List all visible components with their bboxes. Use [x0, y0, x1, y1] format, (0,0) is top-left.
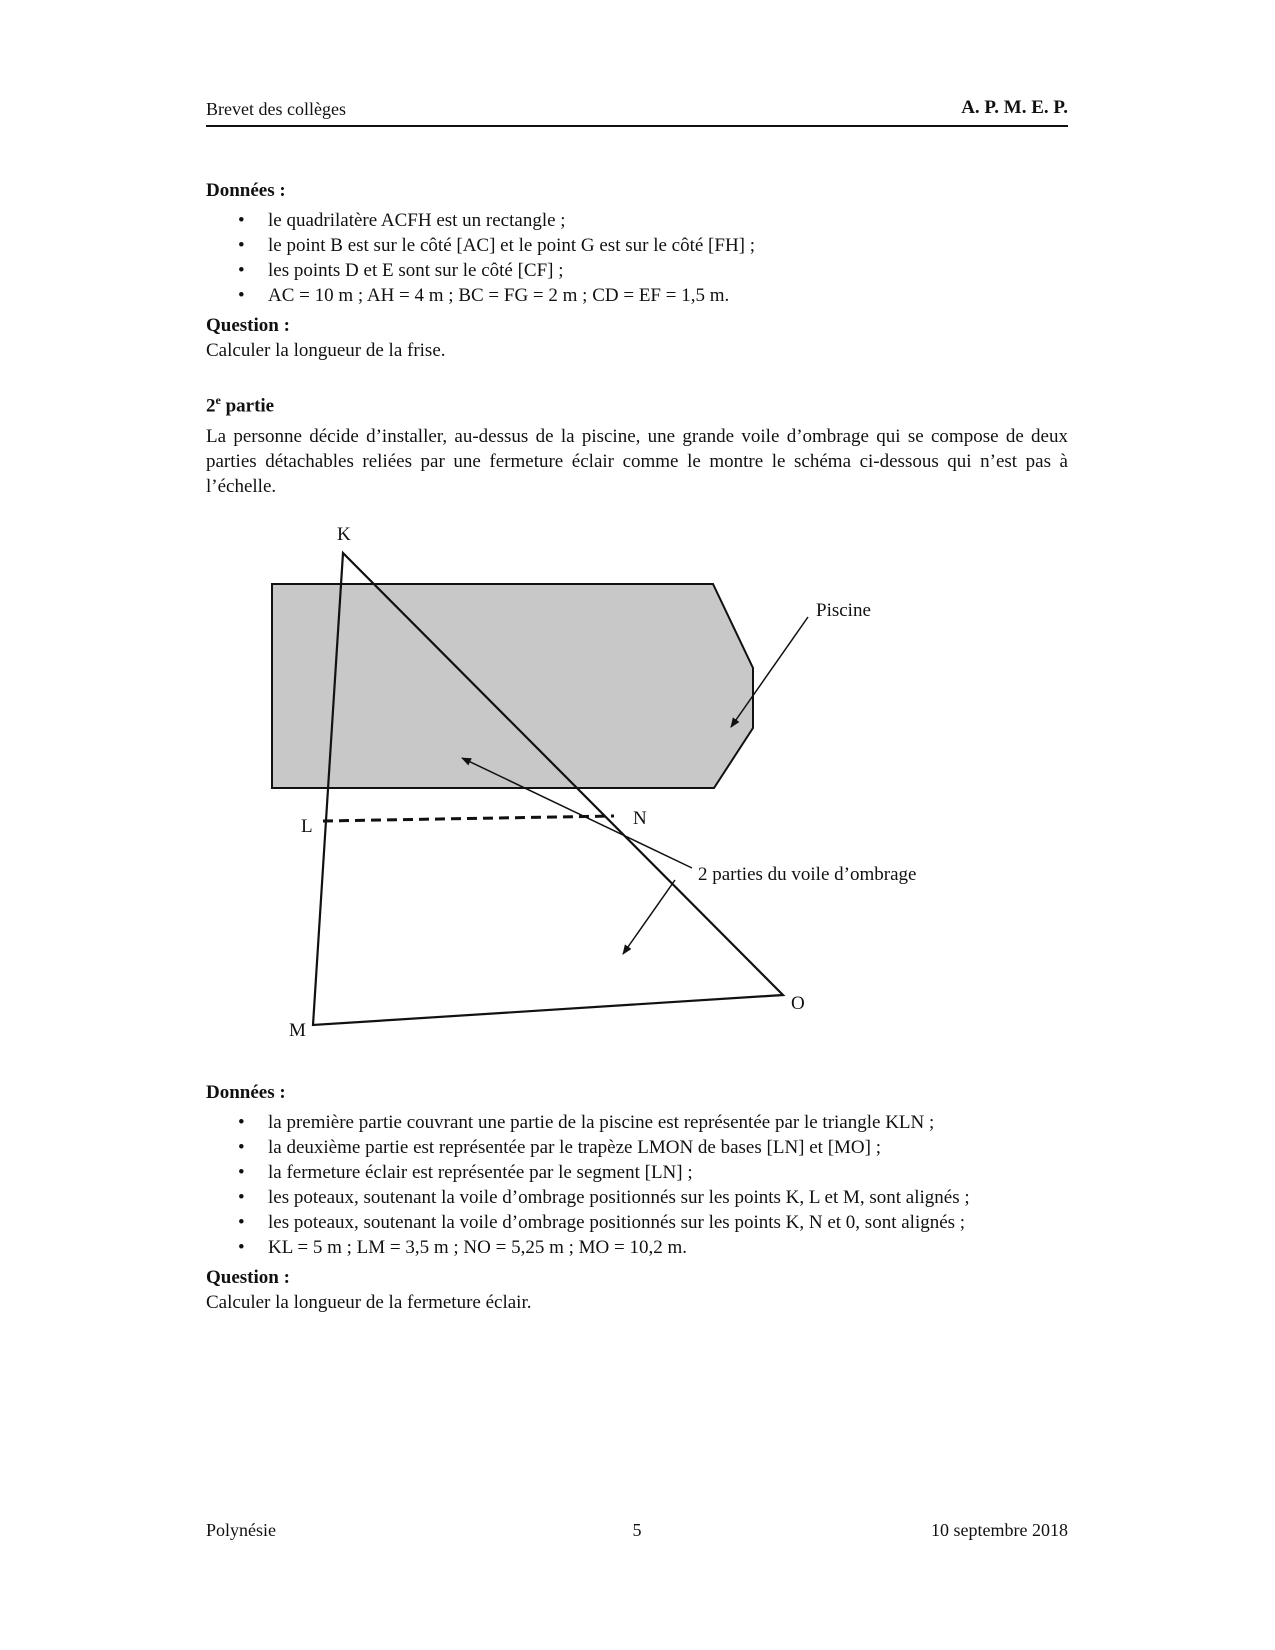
header-exam-title: Brevet des collèges	[206, 99, 346, 119]
part2-question-label: Question :	[206, 1267, 290, 1288]
zipper-segment-ln	[323, 816, 614, 821]
part1-question-label: Question :	[206, 315, 290, 336]
part2-question-text: Calculer la longueur de la fermeture éclair.	[206, 1292, 532, 1313]
footer-date: 10 septembre 2018	[931, 1520, 1068, 1540]
part2-title: 2e partie	[206, 393, 275, 417]
label-n: N	[633, 808, 647, 829]
pool-shape	[272, 584, 753, 788]
annotation-pool: Piscine	[816, 600, 871, 621]
label-l: L	[301, 816, 313, 837]
part2-intro: La personne décide d’installer, au-dessus de la piscine, une grande voile d’ombrage qui se compose de deux parties détachables reliées par une fermeture éclair comme le montre le schéma ci-dessous qui n’est pas à l’échelle.	[206, 426, 1068, 498]
arrow-sail-2	[623, 880, 675, 954]
list-item: • la deuxième partie est représentée par le trapèze LMON de bases [LN] et [MO] ;	[206, 1135, 1068, 1160]
part1-donnees	[206, 178, 1068, 363]
label-k: K	[337, 524, 351, 545]
list-item: • les poteaux, soutenant la voile d’ombrage positionnés sur les points K, N et 0, sont alignés ;	[206, 1210, 1068, 1235]
part2-intro-block	[206, 388, 1068, 499]
part2-donnees-label: Données :	[206, 1082, 286, 1103]
list-item: • le quadrilatère ACFH est un rectangle ;	[206, 208, 1068, 233]
part1-donnees-label: Données :	[206, 180, 286, 201]
header-apmep: A. P. M. E. P.	[961, 97, 1068, 118]
footer-location: Polynésie	[206, 1520, 276, 1540]
list-item: • la première partie couvrant une partie de la piscine est représentée par le triangle KLN ;	[206, 1110, 1068, 1135]
list-item: • les poteaux, soutenant la voile d’ombrage positionnés sur les points K, L et M, sont alignés ;	[206, 1185, 1068, 1210]
list-item: • KL = 5 m ; LM = 3,5 m ; NO = 5,25 m ; MO = 10,2 m.	[206, 1235, 1068, 1260]
part1-items	[206, 208, 1068, 308]
label-o: O	[791, 993, 805, 1014]
part2-items	[206, 1110, 1068, 1260]
list-item: • la fermeture éclair est représentée par le segment [LN] ;	[206, 1160, 1068, 1185]
list-item: • AC = 10 m ; AH = 4 m ; BC = FG = 2 m ; CD = EF = 1,5 m.	[206, 283, 1068, 308]
annotation-sail: 2 parties du voile d’ombrage	[698, 864, 917, 885]
list-item: • les points D et E sont sur le côté [CF] ;	[206, 258, 1068, 283]
sail-figure	[0, 500, 1275, 1060]
label-m: M	[289, 1020, 306, 1041]
part2-donnees	[206, 1080, 1068, 1315]
page-header	[206, 99, 1068, 127]
footer-page-number: 5	[632, 1520, 642, 1540]
part1-question-text: Calculer la longueur de la frise.	[206, 340, 446, 361]
list-item: • le point B est sur le côté [AC] et le point G est sur le côté [FH] ;	[206, 233, 1068, 258]
